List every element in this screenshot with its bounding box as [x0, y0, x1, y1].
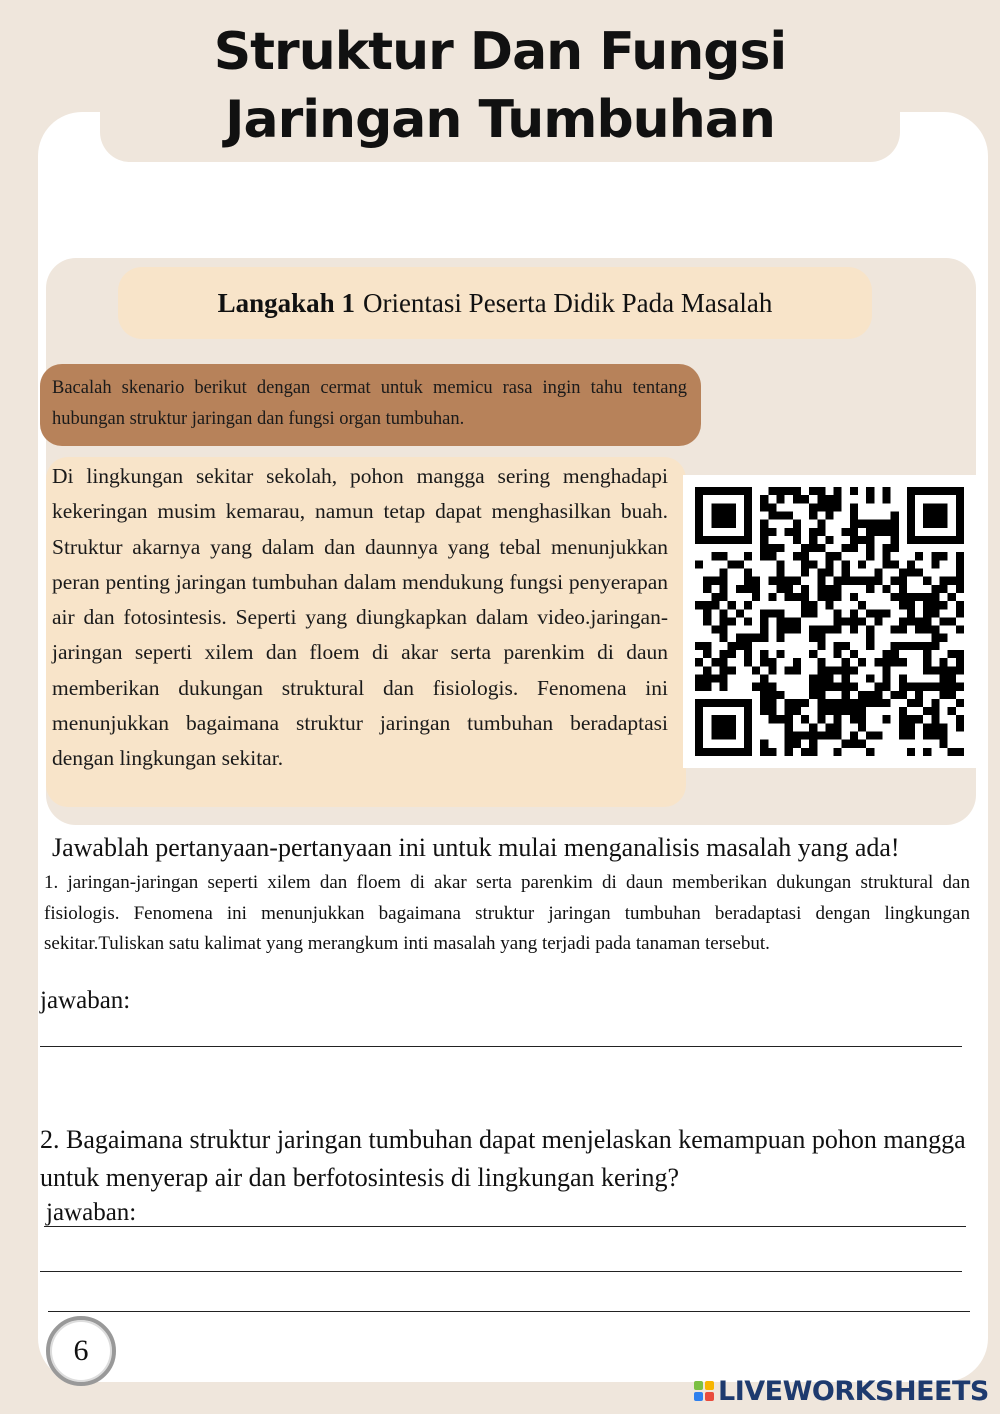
answer-2-label: jawaban: [46, 1199, 137, 1226]
title-line-1: Struktur Dan Fungsi [213, 22, 787, 82]
step-number: Langakah 1 [217, 287, 355, 318]
title-line-2: Jaringan Tumbuhan [225, 90, 775, 150]
question-1: 1. jaringan-jaringan seperti xilem dan floem di akar serta parenkim di daun memberikan dukungan struktural dan fisiologis. Fenomena ini menunjukkan bagaimana struktur jaringan tumbuhan beradaptasi dengan lingkungan sekitar.Tuliskan satu kalimat yang merangkum inti masalah yang terjadi pada tanaman tersebut. [44, 872, 970, 954]
answer-2-field-line-1[interactable] [44, 1226, 966, 1227]
instruction-box: Bacalah skenario berikut dengan cermat untuk memicu rasa ingin tahu tentang hubungan struktur jaringan dan fungsi organ tumbuhan. [40, 364, 701, 446]
liveworksheets-icon [694, 1381, 714, 1401]
answer-2-field-line-2[interactable] [40, 1271, 962, 1272]
question-2: 2. Bagaimana struktur jaringan tumbuhan dapat menjelaskan kemampuan pohon mangga untuk menyerap air dan berfotosintesis di lingkungan kering? [40, 1125, 966, 1192]
qr-code[interactable] [683, 475, 976, 768]
scenario-text: Di lingkungan sekitar sekolah, pohon mangga sering menghadapi kekeringan musim kemarau, namun tetap dapat menghasilkan buah. Struktur akarnya yang dalam dan daunnya yang tebal menunjukkan peran penting jaringan tumbuhan dalam mendukung fungsi penyerapan air dan fotosintesis. Seperti yang diungkapkan dalam video.jaringan-jaringan seperti xilem dan floem di akar serta parenkim di daun memberikan dukungan struktural dan fisiologis. Fenomena ini menunjukkan bagaimana struktur jaringan tumbuhan beradaptasi dengan lingkungan sekitar. [46, 457, 686, 807]
questions-prompt: Jawablah pertanyaan-pertanyaan ini untuk mulai menganalisis masalah yang ada! [52, 833, 900, 862]
watermark-text: LIVEWORKSHEETS [718, 1375, 989, 1407]
step-heading [118, 267, 872, 339]
step-title: Orientasi Peserta Didik Pada Masalah [362, 287, 773, 318]
answer-1-field[interactable] [40, 1046, 962, 1047]
liveworksheets-logo [694, 1374, 989, 1408]
answer-2-field-line-3[interactable] [48, 1311, 970, 1312]
qr-code-icon [695, 487, 964, 756]
page-title [0, 18, 1000, 154]
answer-1-label: jawaban: [40, 987, 131, 1014]
page-number: 6 [46, 1316, 116, 1386]
